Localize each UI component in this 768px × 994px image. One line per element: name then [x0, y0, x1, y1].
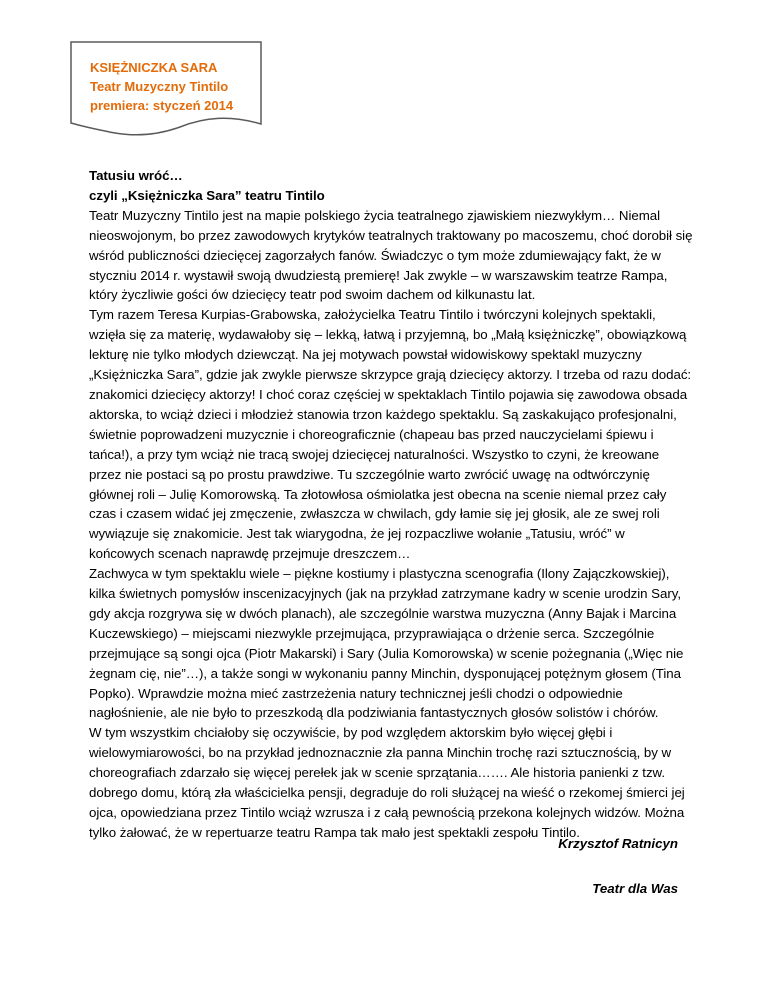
signature-author: Krzysztof Ratnicyn: [558, 836, 678, 851]
theatre-name: Teatr Muzyczny Tintilo: [90, 79, 229, 94]
article: [89, 166, 693, 843]
play-title: KSIĘŻNICZKA SARA: [90, 60, 218, 75]
signature-source: Teatr dla Was: [592, 881, 678, 896]
article-heading-line2: czyli „Księżniczka Sara” teatru Tintilo: [89, 187, 325, 203]
article-heading-line1: Tatusiu wróć…: [89, 168, 183, 183]
article-paragraph-1: Teatr Muzyczny Tintilo jest na mapie polskiego życia teatralnego zjawiskiem niezwykłym… Niemal nieoswojonym, bo przez zawodowych krytyków teatralnych traktowany po macoszemu, choć dorobił się wśród publiczności dziecięcej zagorzałych fanów. Świadczyc o tym może zdumiewający fakt, że w styczniu 2014 r. wystawił swoją dwudziestą premierę! Jak zwykle – w warszawskim teatrze Rampa, który życzliwie gości ów dziecięcy teatr pod swoim dachem od kilkunastu lat.: [89, 207, 693, 303]
article-paragraph-2: Tym razem Teresa Kurpias-Grabowska, założycielka Teatru Tintilo i twórczyni kolejnych spektakli, wzięła się za materię, wydawałoby się – lekką, łatwą i przyjemną, bo „Małą księżniczkę”, obowiązkową lekturę nie tylko młodych dziewcząt. Na jej motywach powstał widowiskowy spektakl muzyczny „Księżniczka Sara”, gdzie jak zwykle pierwsze skrzypce grają dziecięcy aktorzy. I trzeba od razu dodać: znakomici dziecięcy aktorzy! I choć coraz częściej w spektaklach Tintilo pojawia się zawodowa obsada aktorska, to wciąż dzieci i młodzież stanowia trzon każdego spektaklu. Są zaskakująco profesjonalni, świetnie poprowadzeni muzycznie i choreograficznie (chapeau bas przed nauczycielami śpiewu i tańca!), a przy tym wciąż nie tracą swojej dziecięcej naturalności. Wszystko to czyni, że kreowane przez nie postaci są po prostu prawdziwe. Tu szczególnie warto zwrócić uwagę na odtwórczynię głównej roli – Julię Komorowską. Ta złotowłosa ośmiolatka jest obecna na scenie niemal przez cały czas i czasem widać jej zmęczenie, zwłaszcza w chwilach, gdy łamie się jej głosik, ale ze swej roli wywiązuje się znakomicie. Jest tak wiarygodna, że jej rozpaczliwe wołanie „Tatusiu, wróć” w końcowych scenach naprawdę przejmuje dreszczem…: [89, 307, 692, 562]
article-paragraph-4: W tym wszystkim chciałoby się oczywiście, by pod względem aktorskim było więcej głębi i wielowymiarowości, bo na przykład jednoznacznie zła panna Minchin trochę razi sztucznością, by w choreografiach zdarzało się więcej perełek jak w scenie sprzątania……. Ale historia panienki z tzw. dobrego domu, którą zła właścicielka pensji, degraduje do roli służącej na wieść o rzekomej śmierci jej ojca, opowiedziana przez Tintilo wciąż wzrusza i z całą pewnością przekona kolejnych widzów. Można tylko żałować, że w repertuarze teatru Rampa tak mało jest spektakli zespołu Tintilo.: [89, 725, 685, 840]
info-box-text: [90, 58, 260, 115]
info-box: [70, 41, 262, 137]
article-paragraph-3: Zachwyca w tym spektaklu wiele – piękne kostiumy i plastyczna scenografia (Ilony Zajączkowskiej), kilka świetnych pomysłów inscenizacyjnych (jak na przykład zatrzymane kadry w scenie urodzin Sary, gdy akcja rozgrywa się w dwóch planach), ale szczególnie warstwa muzyczna (Anny Bajak i Marcina Kuczewskiego) – miejscami niezwykle przejmująca, przyprawiająca o drżenie serca. Szczególnie przejmujące są songi ojca (Piotr Makarski) i Sary (Julia Komorowska) w scenie pożegnania („Więc nie żegnam cię, nie”…), a także songi w wykonaniu panny Minchin, dysponującej potężnym głosem (Tina Popko). Wprawdzie można mieć zastrzeżenia natury technicznej jeśli chodzi o odpowiednie nagłośnienie, ale nie było to przeszkodą dla podziwiania fantastycznych głosów solistów i chórów.: [89, 566, 684, 721]
premiere-date: premiera: styczeń 2014: [90, 98, 234, 113]
